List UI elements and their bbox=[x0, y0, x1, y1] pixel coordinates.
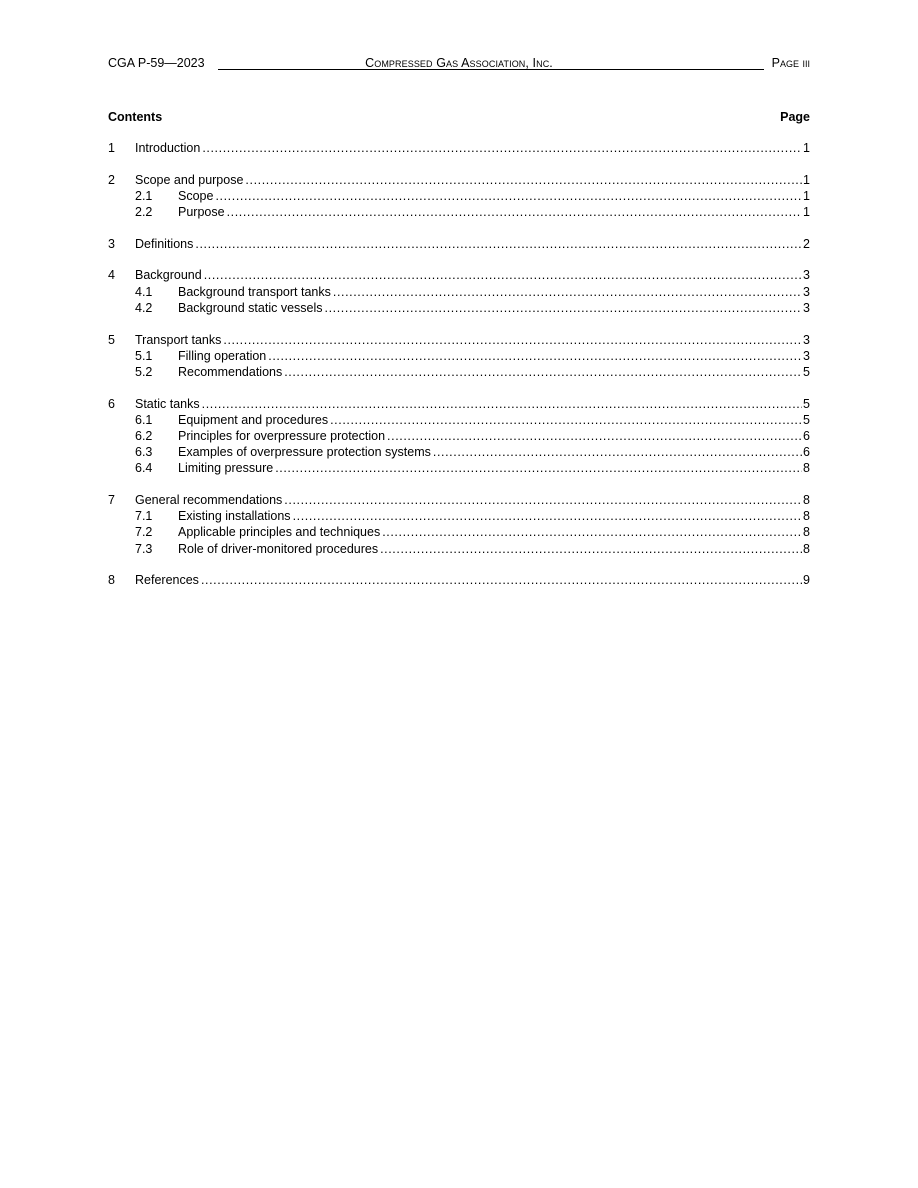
toc-entry-number: 1 bbox=[108, 141, 115, 155]
dot-leader bbox=[275, 460, 802, 476]
dot-leader bbox=[333, 284, 802, 300]
toc-entry-2[interactable] bbox=[108, 172, 810, 188]
toc-subentry-6.3[interactable] bbox=[108, 444, 810, 460]
toc-entry-page: 3 bbox=[803, 284, 810, 299]
dot-leader bbox=[293, 508, 802, 524]
toc-subentry-7.1[interactable] bbox=[108, 508, 810, 524]
toc-entry-page: 6 bbox=[803, 445, 810, 460]
toc-entry-page: 5 bbox=[803, 412, 810, 427]
toc-entry-number: 5.1 bbox=[135, 348, 153, 363]
toc-entry-3[interactable] bbox=[108, 236, 810, 252]
toc-entry-title: Equipment and procedures bbox=[178, 412, 329, 427]
dot-leader bbox=[202, 396, 802, 412]
toc-entry-number: 7.2 bbox=[135, 525, 153, 540]
toc-entry-number: 4 bbox=[108, 268, 115, 283]
toc-entry-page: 8 bbox=[803, 525, 810, 540]
toc-entry-title: Existing installations bbox=[178, 509, 291, 524]
toc-entry-title: Scope bbox=[178, 188, 214, 203]
toc-entry-page: 3 bbox=[803, 332, 810, 347]
toc-entry-title: Definitions bbox=[135, 236, 194, 251]
toc-entry-title: Filling operation bbox=[178, 348, 267, 363]
toc-entry-title: Scope and purpose bbox=[135, 172, 244, 187]
toc-entry-number: 6 bbox=[108, 396, 115, 411]
header-org bbox=[108, 54, 810, 72]
toc-entry-title: Applicable principles and techniques bbox=[178, 525, 381, 540]
dot-leader bbox=[380, 541, 802, 557]
toc-entry-page: 3 bbox=[803, 300, 810, 315]
toc-entry-number: 4.1 bbox=[135, 284, 153, 299]
toc-subentry-5.1[interactable] bbox=[108, 348, 810, 364]
toc-entry-title: Background transport tanks bbox=[178, 284, 331, 299]
toc-entry-page: 3 bbox=[803, 268, 810, 283]
dot-leader bbox=[227, 204, 802, 220]
contents-heading bbox=[108, 108, 810, 126]
dot-leader bbox=[387, 428, 802, 444]
page-header bbox=[108, 54, 810, 72]
toc-entry-page: 9 bbox=[803, 573, 810, 588]
toc-entry-8[interactable] bbox=[108, 572, 810, 588]
toc-entry-page: 8 bbox=[803, 541, 810, 556]
contents-page-label: Page bbox=[780, 110, 810, 124]
dot-leader bbox=[268, 348, 802, 364]
dot-leader bbox=[202, 140, 802, 156]
toc-entry-page: 5 bbox=[803, 396, 810, 411]
header-org-text: Compressed Gas Association, Inc. bbox=[365, 56, 553, 70]
dot-leader bbox=[201, 572, 802, 588]
toc-subentry-7.3[interactable] bbox=[108, 541, 810, 557]
dot-leader bbox=[223, 332, 802, 348]
toc-entry-page: 3 bbox=[803, 348, 810, 363]
toc-entry-page: 6 bbox=[803, 428, 810, 443]
toc-entry-5[interactable] bbox=[108, 332, 810, 348]
toc-entry-title: Role of driver-monitored procedures bbox=[178, 541, 379, 556]
header-page-number: Page iii bbox=[771, 56, 810, 70]
toc-entry-title: Examples of overpressure protection systems bbox=[178, 445, 431, 460]
toc-entry-1[interactable] bbox=[108, 140, 810, 156]
toc-section-7 bbox=[108, 492, 810, 557]
dot-leader bbox=[382, 524, 802, 540]
toc-subentry-4.1[interactable] bbox=[108, 284, 810, 300]
toc-entry-number: 8 bbox=[108, 573, 115, 588]
toc-entry-number: 4.2 bbox=[135, 300, 153, 315]
toc-entry-page: 8 bbox=[803, 461, 810, 476]
toc-entry-title: Background static vessels bbox=[178, 300, 323, 315]
toc-entry-page: 8 bbox=[803, 509, 810, 524]
toc-entry-title: Static tanks bbox=[135, 396, 200, 411]
toc-section-2 bbox=[108, 172, 810, 221]
toc-entry-number: 6.1 bbox=[135, 412, 153, 427]
toc-entry-number: 5.2 bbox=[135, 364, 153, 379]
dot-leader bbox=[284, 492, 802, 508]
toc-entry-page: 1 bbox=[803, 205, 810, 220]
toc-subentry-6.1[interactable] bbox=[108, 412, 810, 428]
toc-entry-number: 6.3 bbox=[135, 445, 153, 460]
toc-subentry-7.2[interactable] bbox=[108, 524, 810, 540]
toc-entry-number: 2.1 bbox=[135, 188, 153, 203]
toc-entry-7[interactable] bbox=[108, 492, 810, 508]
dot-leader bbox=[204, 267, 802, 283]
toc-entry-number: 3 bbox=[108, 236, 115, 251]
toc-subentry-4.2[interactable] bbox=[108, 300, 810, 316]
toc-section-6 bbox=[108, 396, 810, 477]
toc-subentry-5.2[interactable] bbox=[108, 364, 810, 380]
contents-title: Contents bbox=[108, 110, 163, 124]
toc-entry-title: References bbox=[135, 573, 199, 588]
toc-entry-6[interactable] bbox=[108, 396, 810, 412]
toc-entry-title: Recommendations bbox=[178, 364, 283, 379]
toc-entry-number: 5 bbox=[108, 332, 115, 347]
toc-entry-number: 2 bbox=[108, 172, 115, 187]
toc-entry-page: 1 bbox=[803, 172, 810, 187]
toc-entry-title: Transport tanks bbox=[135, 332, 222, 347]
toc-entry-number: 6.2 bbox=[135, 428, 153, 443]
dot-leader bbox=[325, 300, 803, 316]
toc-section-3 bbox=[108, 236, 810, 252]
toc-entry-title: Principles for overpressure protection bbox=[178, 428, 386, 443]
toc-entry-page: 8 bbox=[803, 493, 810, 507]
toc-subentry-2.2[interactable] bbox=[108, 204, 810, 220]
toc-entry-page: 5 bbox=[803, 364, 810, 379]
toc-entry-title: Limiting pressure bbox=[178, 461, 274, 476]
toc-entry-title: Background bbox=[135, 268, 202, 283]
dot-leader bbox=[284, 364, 802, 380]
header-doc-id: CGA P-59—2023 bbox=[108, 56, 205, 70]
toc-subentry-2.1[interactable] bbox=[108, 188, 810, 204]
dot-leader bbox=[330, 412, 802, 428]
toc-entry-4[interactable] bbox=[108, 267, 810, 283]
dot-leader bbox=[433, 444, 802, 460]
toc-entry-page: 1 bbox=[803, 188, 810, 203]
toc-entry-number: 7.3 bbox=[135, 541, 153, 556]
toc-section-8 bbox=[108, 572, 810, 588]
table-of-contents bbox=[108, 140, 810, 604]
dot-leader bbox=[195, 236, 802, 252]
toc-subentry-6.4[interactable] bbox=[108, 460, 810, 476]
toc-entry-number: 2.2 bbox=[135, 205, 153, 220]
toc-section-4 bbox=[108, 267, 810, 316]
toc-subentry-6.2[interactable] bbox=[108, 428, 810, 444]
toc-section-5 bbox=[108, 332, 810, 381]
toc-entry-title: General recommendations bbox=[135, 493, 283, 507]
toc-section-1 bbox=[108, 140, 810, 156]
dot-leader bbox=[245, 172, 802, 188]
dot-leader bbox=[215, 188, 802, 204]
toc-entry-number: 6.4 bbox=[135, 461, 153, 476]
toc-entry-title: Introduction bbox=[135, 141, 201, 155]
toc-entry-number: 7 bbox=[108, 493, 115, 507]
toc-entry-page: 1 bbox=[803, 141, 810, 155]
toc-entry-number: 7.1 bbox=[135, 509, 153, 524]
toc-entry-title: Purpose bbox=[178, 205, 225, 220]
toc-entry-page: 2 bbox=[803, 236, 810, 251]
